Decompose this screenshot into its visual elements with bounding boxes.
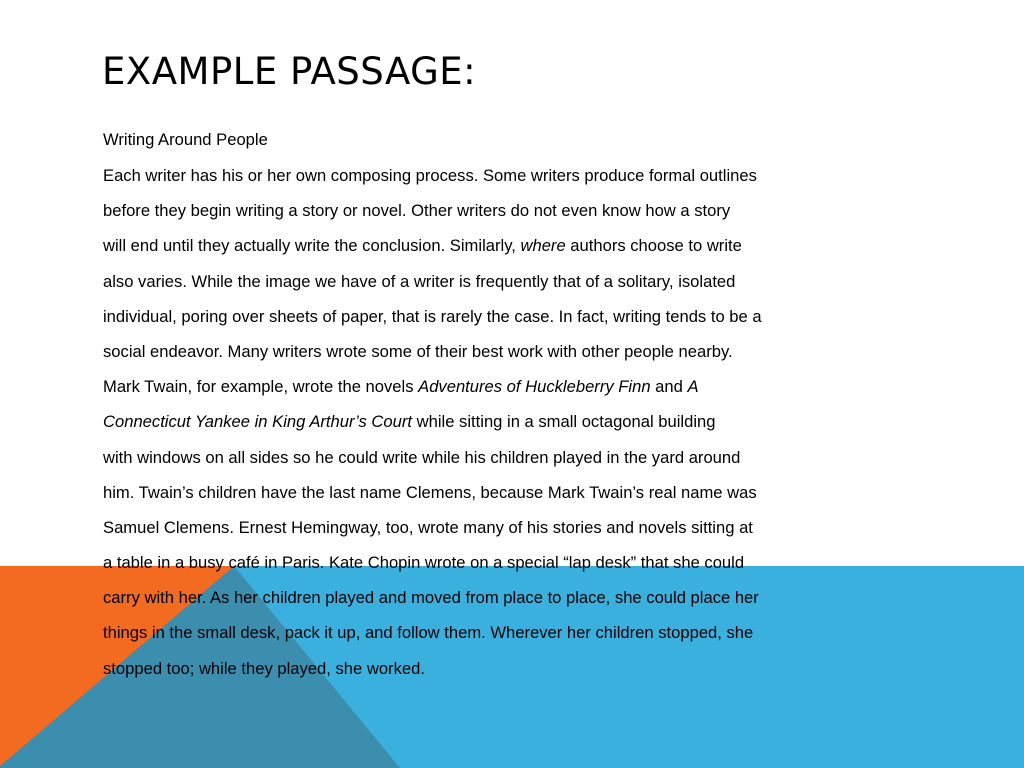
passage-line <box>103 228 903 263</box>
passage-line <box>103 580 903 615</box>
passage-subheading: Writing Around People <box>103 130 268 149</box>
text-run: Mark Twain, for example, wrote the novels <box>103 377 419 397</box>
passage-line <box>103 615 903 650</box>
passage-line <box>103 440 903 475</box>
passage-line <box>103 158 903 193</box>
passage-line <box>103 299 903 334</box>
passage-line <box>103 264 903 299</box>
text-run: authors choose to write <box>565 236 742 256</box>
passage-line <box>103 334 903 369</box>
text-run: things in the small desk, pack it up, and follow them. Wherever her children stopped, she <box>103 623 754 643</box>
text-run: individual, poring over sheets of paper, that is rarely the case. In fact, writing tends to be a <box>103 306 762 326</box>
italic-text: where <box>520 236 566 256</box>
italic-text: Connecticut Yankee in King Arthur’s Court <box>103 412 413 432</box>
text-run: will end until they actually write the conclusion. Similarly, <box>103 236 521 256</box>
passage-line <box>103 404 903 439</box>
passage-line <box>103 369 903 404</box>
text-run: carry with her. As her children played and moved from place to place, she could place her <box>103 588 759 608</box>
text-run: stopped too; while they played, she worked. <box>103 658 425 678</box>
text-run: while sitting in a small octagonal building <box>412 412 716 432</box>
text-run: social endeavor. Many writers wrote some of their best work with other people nearby. <box>103 341 733 361</box>
passage-line <box>103 545 903 580</box>
text-run: with windows on all sides so he could write while his children played in the yard around <box>103 447 741 467</box>
passage <box>103 122 903 686</box>
italic-text: Adventures of Huckleberry Finn <box>418 377 651 397</box>
italic-text: A <box>687 377 699 397</box>
passage-line <box>103 475 903 510</box>
passage-line <box>103 651 903 686</box>
text-run: and <box>650 377 688 397</box>
passage-body <box>103 158 903 686</box>
text-run: Samuel Clemens. Ernest Hemingway, too, wrote many of his stories and novels sitting at <box>103 517 753 537</box>
text-run: before they begin writing a story or novel. Other writers do not even know how a story <box>103 201 731 221</box>
slide-title: EXAMPLE PASSAGE: <box>102 50 477 93</box>
text-run: also varies. While the image we have of a writer is frequently that of a solitary, isolated <box>103 271 736 291</box>
passage-line <box>103 510 903 545</box>
text-run: a table in a busy café in Paris. Kate Chopin wrote on a special “lap desk” that she could <box>103 553 745 573</box>
text-run: Each writer has his or her own composing process. Some writers produce formal outlines <box>103 166 757 185</box>
passage-line <box>103 193 903 228</box>
text-run: him. Twain’s children have the last name Clemens, because Mark Twain’s real name was <box>103 482 757 502</box>
